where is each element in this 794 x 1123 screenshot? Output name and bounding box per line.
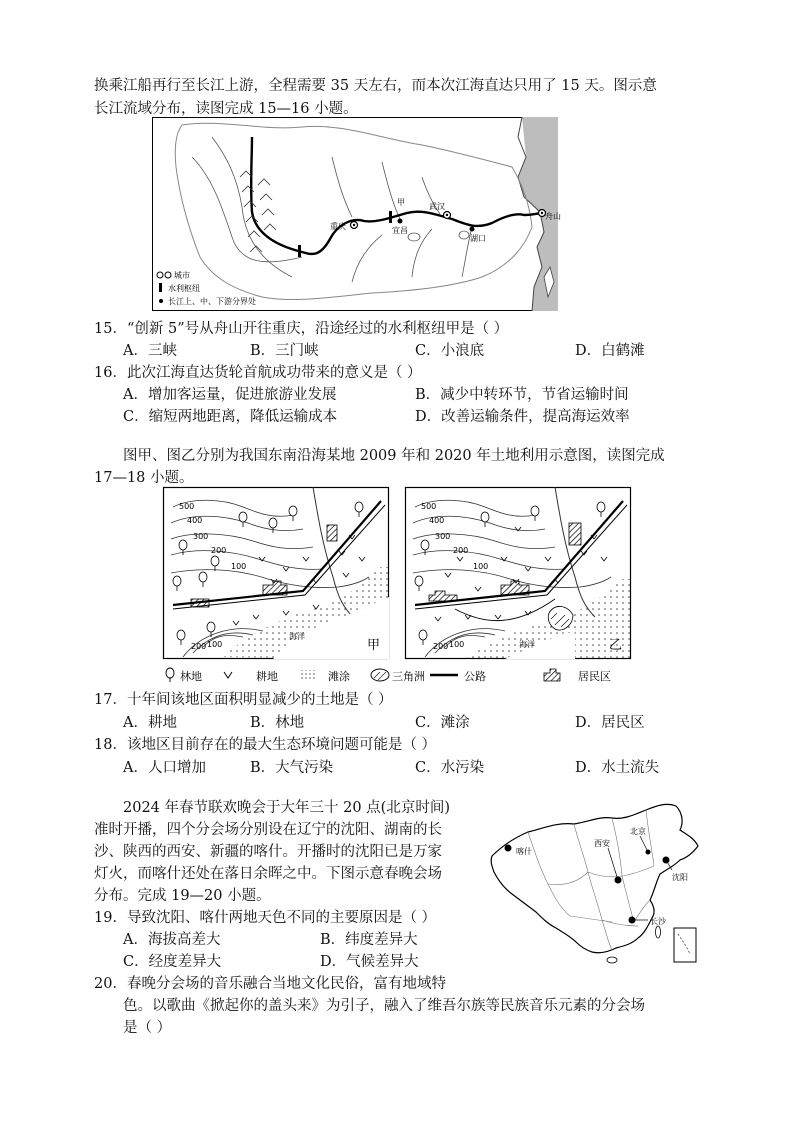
q18-option-a[interactable]: A．人口增加 (123, 760, 206, 776)
svg-text:300: 300 (193, 532, 209, 541)
svg-text:200: 200 (211, 546, 227, 555)
dam-marker-1 (298, 245, 301, 257)
q19-option-c[interactable]: C．经度差异大 (123, 954, 222, 970)
q15-option-d[interactable]: D．白鹤滩 (575, 343, 645, 359)
svg-text:100: 100 (207, 640, 223, 649)
city-xian: 西安 (594, 839, 610, 848)
intro-q15-line1: 换乘江船再行至长江上游，全程需要 35 天左右，而本次江海直达只用了 15 天。图示意 (94, 78, 657, 94)
legend-residential: 居民区 (578, 670, 611, 683)
svg-text:100: 100 (449, 640, 465, 649)
intro-q19-line5: 分布。完成 19—20 小题。 (94, 888, 271, 904)
legend-road: 公路 (464, 670, 486, 683)
q16-option-a[interactable]: A．增加客运量，促进旅游业发展 (123, 387, 337, 403)
ocean-label-2020: 海洋 (519, 640, 535, 649)
svg-text:100: 100 (231, 562, 247, 571)
q17-option-c[interactable]: C．滩涂 (415, 715, 470, 731)
svg-text:200: 200 (453, 546, 469, 555)
landuse-map-2009 (163, 487, 389, 659)
q20-line3: 是（ ） (123, 1020, 172, 1036)
svg-text:400: 400 (187, 516, 203, 525)
landuse-map-2020 (405, 487, 631, 659)
yangtze-basin-map (152, 117, 561, 311)
intro-q17-line1: 图甲、图乙分别为我国东南沿海某地 2009 年和 2020 年土地利用示意图，读图完成 (123, 448, 665, 464)
q15-option-a[interactable]: A．三峡 (123, 343, 177, 359)
svg-text:100: 100 (473, 562, 489, 571)
q18-option-b[interactable]: B．大气污染 (250, 760, 334, 776)
intro-q19-line4: 灯火，而喀什还处在落日余晖之中。下图示意春晚会场 (94, 866, 442, 882)
legend-farmland: 耕地 (256, 670, 278, 683)
city-kashgar: 喀什 (516, 847, 532, 856)
legend-delta-icon (371, 669, 389, 681)
q16-option-d[interactable]: D．改善运输条件，提高海运效率 (415, 409, 630, 425)
svg-text:200: 200 (191, 642, 207, 651)
dam-jia-label: 甲 (397, 198, 405, 207)
landuse-legend (160, 664, 630, 686)
city-wuhan: 武汉 (429, 202, 445, 211)
intro-q19-line2: 准时开播，四个分会场分别设在辽宁的沈阳、湖南的长 (94, 822, 442, 838)
city-chongqing: 重庆 (330, 222, 346, 231)
intro-q19-line1: 2024 年春节联欢晚会于大年三十 20 点(北京时间) (123, 800, 450, 816)
city-hukou: 湖口 (470, 234, 486, 243)
map-label-jia: 甲 (367, 638, 381, 653)
china-gala-venues-map (488, 800, 702, 968)
q20-line2: 色。以歌曲《掀起你的盖头来》为引子，融入了维吾尔族等民族音乐元素的分会场 (123, 998, 645, 1014)
q19-stem: 19．导致沈阳、喀什两地天色不同的主要原因是（ ） (94, 910, 437, 926)
q17-option-d[interactable]: D．居民区 (575, 715, 645, 731)
q15-option-b[interactable]: B．三门峡 (250, 343, 319, 359)
q19-option-a[interactable]: A．海拔高差大 (123, 932, 221, 948)
q17-stem: 17．十年间该地区面积明显减少的土地是（ ） (94, 692, 393, 708)
legend-city: 城市 (174, 271, 190, 280)
city-beijing: 北京 (630, 827, 646, 836)
q17-option-a[interactable]: A．耕地 (123, 715, 177, 731)
q18-stem: 18．该地区目前存在的最大生态环境问题可能是（ ） (94, 737, 437, 753)
svg-text:200: 200 (433, 642, 449, 651)
legend-residential-icon (544, 669, 560, 681)
intro-q17-line2: 17—18 小题。 (94, 470, 194, 486)
kashgar-marker (505, 845, 512, 852)
legend-forest-icon (166, 668, 174, 682)
svg-text:500: 500 (179, 502, 195, 511)
q18-option-c[interactable]: C．水污染 (415, 760, 485, 776)
q19-option-d[interactable]: D．气候差异大 (320, 954, 419, 970)
q19-option-b[interactable]: B．纬度差异大 (320, 932, 418, 948)
legend-tidal: 滩涂 (328, 670, 350, 683)
legend-tidal-icon (300, 670, 316, 680)
svg-text:300: 300 (435, 532, 451, 541)
legend-forest: 林地 (180, 670, 202, 683)
dam-marker-jia (389, 211, 392, 223)
svg-text:500: 500 (421, 502, 437, 511)
q15-stem: 15．“创新 5”号从舟山开往重庆，沿途经过的水利枢纽甲是（ ） (94, 321, 509, 337)
city-changsha: 长沙 (650, 917, 666, 926)
map-label-yi: 乙 (609, 638, 623, 653)
q16-option-b[interactable]: B．减少中转环节，节省运输时间 (415, 387, 629, 403)
city-shenyang: 沈阳 (672, 873, 688, 882)
q18-option-d[interactable]: D．水土流失 (575, 760, 660, 776)
svg-text:400: 400 (429, 516, 445, 525)
legend-dam: 水利枢纽 (168, 284, 200, 293)
intro-q15-line2: 长江流域分布，读图完成 15—16 小题。 (94, 101, 358, 117)
legend-farmland-icon (224, 672, 232, 678)
intro-q19-line3: 沙、陕西的西安、新疆的喀什。开播时的沈阳已是万家 (94, 844, 442, 860)
legend-delta: 三角洲 (392, 670, 425, 683)
q16-option-c[interactable]: C．缩短两地距离，降低运输成本 (123, 409, 338, 425)
ocean-label-2009: 海洋 (289, 632, 305, 641)
q16-stem: 16．此次江海直达货轮首航成功带来的意义是（ ） (94, 365, 422, 381)
q15-option-c[interactable]: C．小浪底 (415, 343, 485, 359)
city-zhoushan: 舟山 (545, 212, 561, 221)
city-yichang: 宜昌 (392, 226, 408, 235)
legend-boundary: 长江上、中、下游分界处 (168, 297, 256, 306)
q17-option-b[interactable]: B．林地 (250, 715, 305, 731)
q20-line1: 20．春晚分会场的音乐融合当地文化民俗，富有地域特 (94, 976, 446, 992)
